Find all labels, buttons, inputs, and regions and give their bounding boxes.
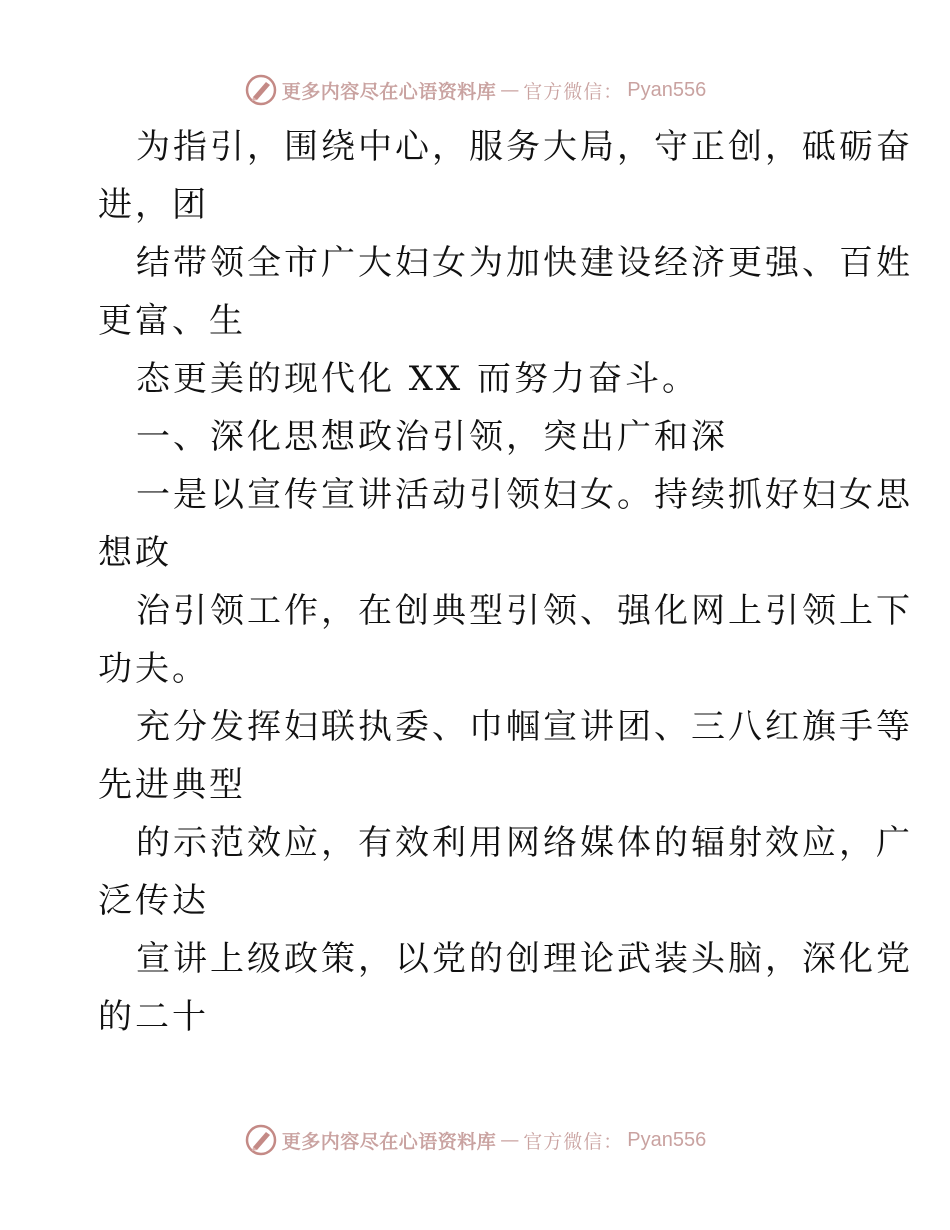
logo-icon [244, 1123, 278, 1157]
body-line: 功夫。 [98, 649, 209, 689]
logo-icon [244, 73, 278, 107]
section-heading: 一、深化思想政治引领，突出广和深 [136, 417, 728, 457]
body-line: 进，团 [98, 185, 209, 225]
body-line: 态更美的现代化 XX 而努力奋斗。 [136, 359, 700, 399]
body-line: 为指引，围绕中心，服务大局，守正创，砥砺奋 [136, 127, 913, 167]
banner-separator: — [500, 79, 520, 101]
body-line: 结带领全市广大妇女为加快建设经济更强、百姓 [136, 243, 913, 283]
document-body [98, 118, 913, 1046]
body-line: 治引领工作，在创典型引领、强化网上引领上下 [136, 591, 913, 631]
banner-wechat-label: 官方微信： [523, 1130, 624, 1153]
header-banner [0, 70, 950, 110]
body-line: 泛传达 [98, 881, 209, 921]
banner-text: 更多内容尽在心语资料库 [281, 1130, 497, 1153]
body-line: 的二十 [98, 997, 209, 1037]
banner-separator: — [500, 1129, 520, 1151]
body-line: 充分发挥妇联执委、巾帼宣讲团、三八红旗手等 [136, 707, 913, 747]
footer-banner [0, 1120, 950, 1160]
body-line: 想政 [98, 533, 172, 573]
body-line: 一是以宣传宣讲活动引领妇女。持续抓好妇女思 [136, 475, 913, 515]
body-line: 更富、生 [98, 301, 246, 341]
banner-wechat-id: Pyan556 [627, 1128, 707, 1151]
banner-wechat-id: Pyan556 [627, 78, 707, 101]
banner-wechat-label: 官方微信： [523, 80, 624, 103]
body-line: 宣讲上级政策，以党的创理论武装头脑，深化党 [136, 939, 913, 979]
banner-text: 更多内容尽在心语资料库 [281, 80, 497, 103]
body-line: 先进典型 [98, 765, 246, 805]
body-line: 的示范效应，有效利用网络媒体的辐射效应，广 [136, 823, 913, 863]
